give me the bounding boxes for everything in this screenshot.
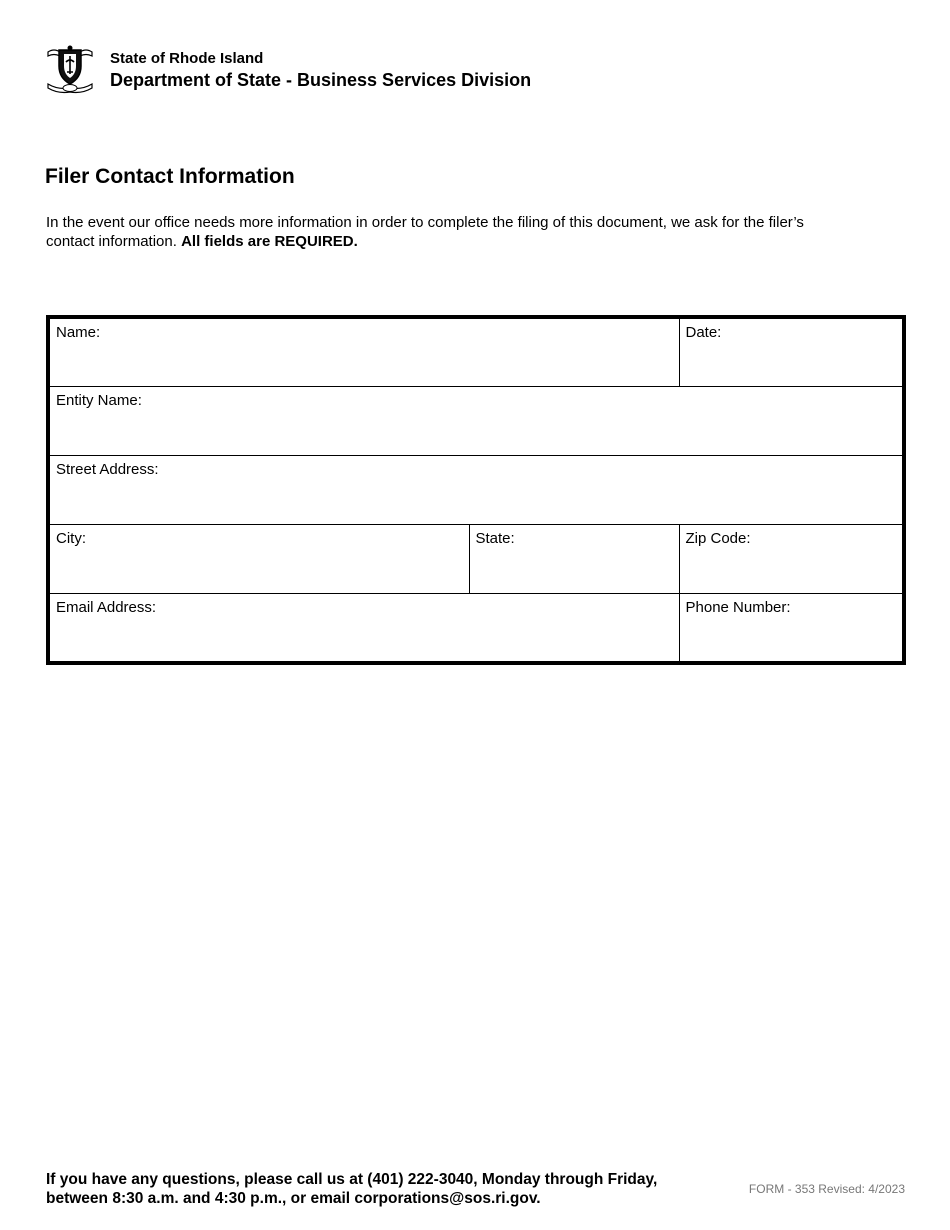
intro-text: In the event our office needs more information in order to complete the filing of this document, we ask for the filer’s contact information.	[46, 214, 804, 250]
entity-name-label: Entity Name:	[56, 391, 142, 409]
email-address-label: Email Address:	[56, 599, 157, 617]
street-address-field[interactable]	[48, 455, 904, 524]
date-field[interactable]	[679, 317, 904, 386]
name-field[interactable]	[48, 317, 679, 386]
zip-code-field[interactable]	[679, 525, 904, 594]
email-address-field[interactable]	[48, 594, 679, 663]
footer-line-2: between 8:30 a.m. and 4:30 p.m., or email corporations@sos.ri.gov.	[46, 1190, 541, 1207]
contact-footer	[46, 1170, 657, 1208]
form-id: FORM - 353 Revised: 4/2023	[748, 1182, 905, 1196]
city-label: City:	[56, 530, 86, 548]
state-field[interactable]	[469, 525, 679, 594]
name-label: Name:	[56, 324, 101, 341]
city-field[interactable]	[48, 525, 469, 594]
intro-paragraph	[46, 213, 836, 251]
required-notice: All fields are REQUIRED.	[181, 233, 358, 250]
state-name: State of Rhode Island	[110, 50, 264, 67]
contact-form-table	[46, 315, 906, 665]
phone-number-label: Phone Number:	[685, 599, 791, 617]
entity-name-field[interactable]	[48, 386, 904, 455]
department-name: Department of State - Business Services Division	[110, 70, 532, 90]
footer-line-1: If you have any questions, please call us at (401) 222-3040, Monday through Friday,	[46, 1171, 658, 1188]
street-address-label: Street Address:	[56, 460, 159, 478]
state-label: State:	[475, 530, 515, 548]
zip-code-label: Zip Code:	[685, 530, 751, 548]
state-seal-icon	[44, 44, 96, 94]
page-header	[44, 44, 531, 94]
date-label: Date:	[685, 324, 722, 341]
phone-number-field[interactable]	[679, 594, 904, 663]
page-title: Filer Contact Information	[45, 165, 295, 188]
